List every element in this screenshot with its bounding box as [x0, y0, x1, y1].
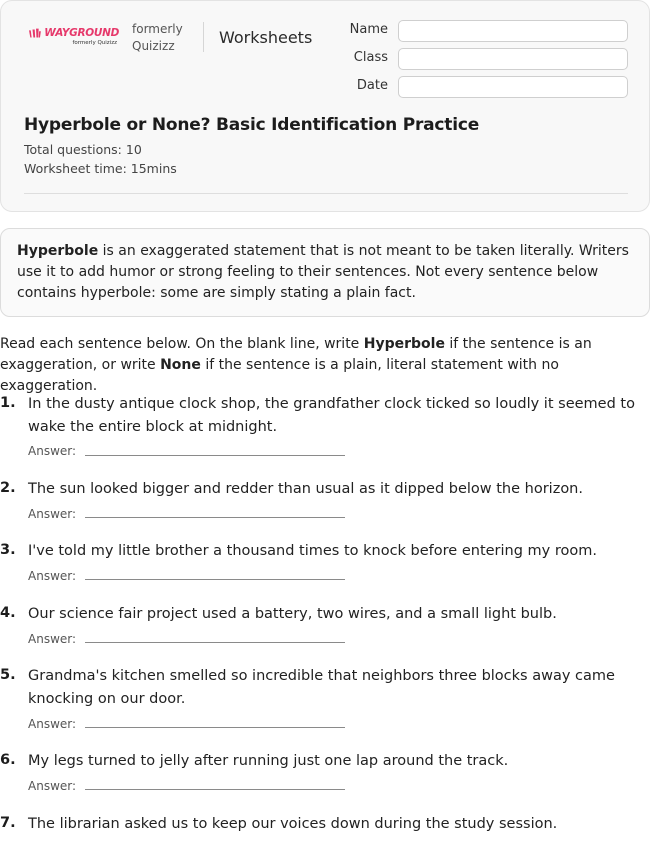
- wayground-logo-icon: [29, 28, 41, 39]
- question-text: Our science fair project used a battery, two wires, and a small light bulb.: [28, 606, 557, 622]
- instructions-part3: if the sentence is a plain, literal statement with no exaggeration.: [0, 357, 559, 394]
- instructions-hyperbole: Hyperbole: [363, 336, 445, 352]
- answer-label: Answer:: [28, 717, 77, 731]
- section-label: Worksheets: [219, 28, 313, 47]
- logo-wordmark: WAYGROUND: [44, 27, 119, 39]
- question-number: 4.: [0, 605, 16, 621]
- instructions: [0, 334, 650, 397]
- answer-label: Answer:: [28, 444, 77, 458]
- question-number: 7.: [0, 815, 16, 831]
- answer-line[interactable]: [85, 579, 345, 580]
- question-text: In the dusty antique clock shop, the grandfather clock ticked so loudly it seemed to wake the entire block at midnight.: [28, 396, 635, 435]
- worksheet-time: Worksheet time: 15mins: [24, 161, 177, 176]
- date-field[interactable]: [398, 76, 628, 98]
- worksheet-header: [0, 0, 650, 212]
- question-text: The sun looked bigger and redder than usual as it dipped below the horizon.: [28, 481, 583, 497]
- answer-line[interactable]: [85, 517, 345, 518]
- answer-label: Answer:: [28, 632, 77, 646]
- quizizz-line: Quizizz: [132, 39, 175, 53]
- answer-line[interactable]: [85, 455, 345, 456]
- wayground-logo: [29, 27, 119, 46]
- formerly-line: formerly: [132, 22, 183, 36]
- definition-term: Hyperbole: [17, 243, 99, 259]
- name-label: Name: [349, 22, 388, 37]
- question-number: 2.: [0, 480, 16, 496]
- formerly-quizizz: [132, 21, 183, 55]
- question-number: 5.: [0, 667, 16, 683]
- answer-line[interactable]: [85, 642, 345, 643]
- question-number: 1.: [0, 395, 16, 411]
- worksheet-title: Hyperbole or None? Basic Identification Practice: [24, 115, 480, 135]
- instructions-none: None: [160, 357, 201, 373]
- question-number: 3.: [0, 542, 16, 558]
- instructions-part1: Read each sentence below. On the blank line, write: [0, 336, 364, 352]
- total-questions: Total questions: 10: [24, 142, 142, 157]
- header-divider: [203, 22, 204, 52]
- question-text: Grandma's kitchen smelled so incredible that neighbors three blocks away came knocking on our door.: [28, 668, 615, 707]
- definition-box: [0, 228, 650, 317]
- instructions-part2: if the sentence is an exaggeration, or write: [0, 336, 592, 373]
- class-field[interactable]: [398, 48, 628, 70]
- logo-subtitle: formerly Quizizz: [72, 40, 117, 46]
- definition-text: is an exaggerated statement that is not meant to be taken literally. Writers use it to add humor or strong feeling to their sentences. Not every sentence below contains hyperbole: some are simply stating a plain fact.: [17, 243, 629, 301]
- class-label: Class: [353, 50, 388, 65]
- answer-label: Answer:: [28, 507, 77, 521]
- question-number: 6.: [0, 752, 16, 768]
- question-text: I've told my little brother a thousand times to knock before entering my room.: [28, 543, 597, 559]
- question-text: The librarian asked us to keep our voices down during the study session.: [28, 816, 558, 832]
- answer-line[interactable]: [85, 789, 345, 790]
- name-field[interactable]: [398, 20, 628, 42]
- question-text: My legs turned to jelly after running just one lap around the track.: [28, 753, 509, 769]
- answer-line[interactable]: [85, 727, 345, 728]
- header-rule: [24, 193, 628, 194]
- date-label: Date: [356, 78, 388, 93]
- answer-label: Answer:: [28, 779, 77, 793]
- answer-label: Answer:: [28, 569, 77, 583]
